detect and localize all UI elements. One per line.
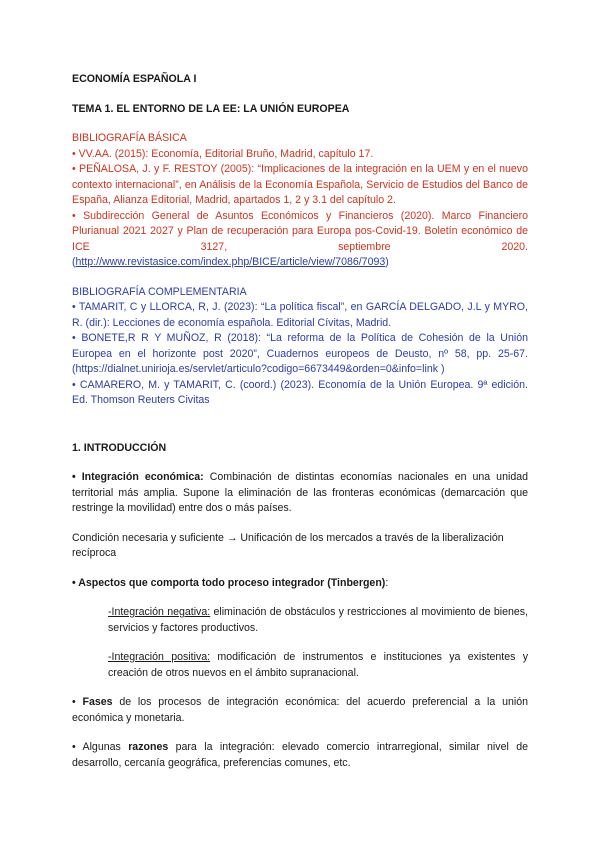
razones-label: razones (128, 741, 169, 753)
integracion-positiva-paragraph (108, 650, 528, 681)
aspectos-paragraph (72, 576, 528, 592)
neg-label: -Integración negativa: (108, 606, 211, 618)
biblio-basic-item: • Subdirección General de Asuntos Económicos y Financieros (2020). Marco Financiero Plurianual 2021 2027 y Plan de recuperación para Europa pos-Covid-19. Boletín económico de ICE 3127, septiembre 2020. (72, 209, 528, 253)
biblio-basic-item: • VV.AA. (2015): Economía, Editorial Bruño, Madrid, capítulo 17. (72, 147, 374, 160)
razones-bullet: • Algunas (72, 741, 129, 753)
razones-paragraph (72, 740, 528, 771)
biblio-basic-item: • PEÑALOSA, J. y F. RESTOY (2005): “Implicaciones de la integración en la UEM y en el nuevo contexto internacional”, en Análisis de la Economía Española, Servicio de Estudios del Banco de España, Alianza Editorial, Madrid, apartados 1, 2 y 3.1 del capítulo 2. (72, 163, 528, 206)
razones-text: para la integración: elevado comercio intrarregional, similar nivel de desarrollo, cercanía geográfica, preferencias comunes, etc. (72, 741, 528, 769)
integracion-negativa-paragraph (108, 605, 528, 636)
biblio-comp-heading: BIBLIOGRAFÍA COMPLEMENTARIA (72, 285, 247, 298)
condicion-paragraph: Condición necesaria y suficiente → Unificación de los mercados a través de la liberalización recíproca (72, 531, 504, 559)
course-title: ECONOMÍA ESPAÑOLA I (72, 73, 197, 85)
aspectos-label: • Aspectos que comporta todo proceso integrador (Tinbergen) (72, 576, 386, 589)
biblio-comp-section (72, 285, 528, 409)
biblio-basic-section (72, 131, 528, 271)
biblio-comp-item: • CAMARERO, M. y TAMARIT, C. (coord.) (2023). Economía de la Unión Europea. 9ª edición. Ed. Thomson Reuters Civitas (72, 378, 528, 406)
intro-heading: 1. INTRODUCCIÓN (72, 441, 167, 454)
fases-paragraph (72, 695, 528, 726)
biblio-basic-link-line: (http://www.revistasice.com/index.php/BICE/article/view/7086/7093) (72, 256, 389, 268)
integracion-label: • Integración económica: (72, 471, 204, 483)
integracion-text: Combinación de distintas economías nacionales en una unidad territorial más amplia. Supone la eliminación de las fronteras económicas (demarcación que restringe la movilidad) entre dos o más países. (72, 471, 528, 514)
aspectos-colon: : (385, 576, 389, 589)
fases-label: Fases (82, 696, 113, 708)
topic-title: TEMA 1. EL ENTORNO DE LA EE: LA UNIÓN EUROPEA (72, 102, 350, 115)
document-page (72, 64, 528, 771)
biblio-comp-item: • TAMARIT, C y LLORCA, R, J. (2023): “La política fiscal”, en GARCÍA DELGADO, J.L y MYRO, R. (dir.): Lecciones de economía española. Editorial Cívitas, Madrid. (72, 301, 528, 329)
neg-text: eliminación de obstáculos y restricciones al movimiento de bienes, servicios y factores productivos. (108, 606, 528, 634)
biblio-basic-heading: BIBLIOGRAFÍA BÁSICA (72, 132, 187, 144)
fases-text: de los procesos de integración económica: del acuerdo preferencial a la unión económica y monetaria. (72, 696, 529, 724)
integracion-paragraph (72, 470, 528, 517)
biblio-comp-item: • BONETE,R R Y MUÑOZ, R (2018): “La reforma de la Política de Cohesión de la Unión Europea en el horizonte post 2020”, Cuadernos europeos de Deusto, nº 58, pp. 25-67. (https://dialnet.unirioja.es/servlet/articulo?codigo=6673449&orden=0&info=link ) (72, 332, 528, 375)
fases-bullet: • (72, 696, 83, 708)
bice-link[interactable]: http://www.revistasice.com/index.php/BICE/article/view/7086/7093 (75, 256, 386, 268)
pos-text: modificación de instrumentos e instituciones ya existentes y creación de otros nuevos en el ámbito supranacional. (108, 651, 529, 679)
pos-label: -Integración positiva: (108, 651, 211, 663)
